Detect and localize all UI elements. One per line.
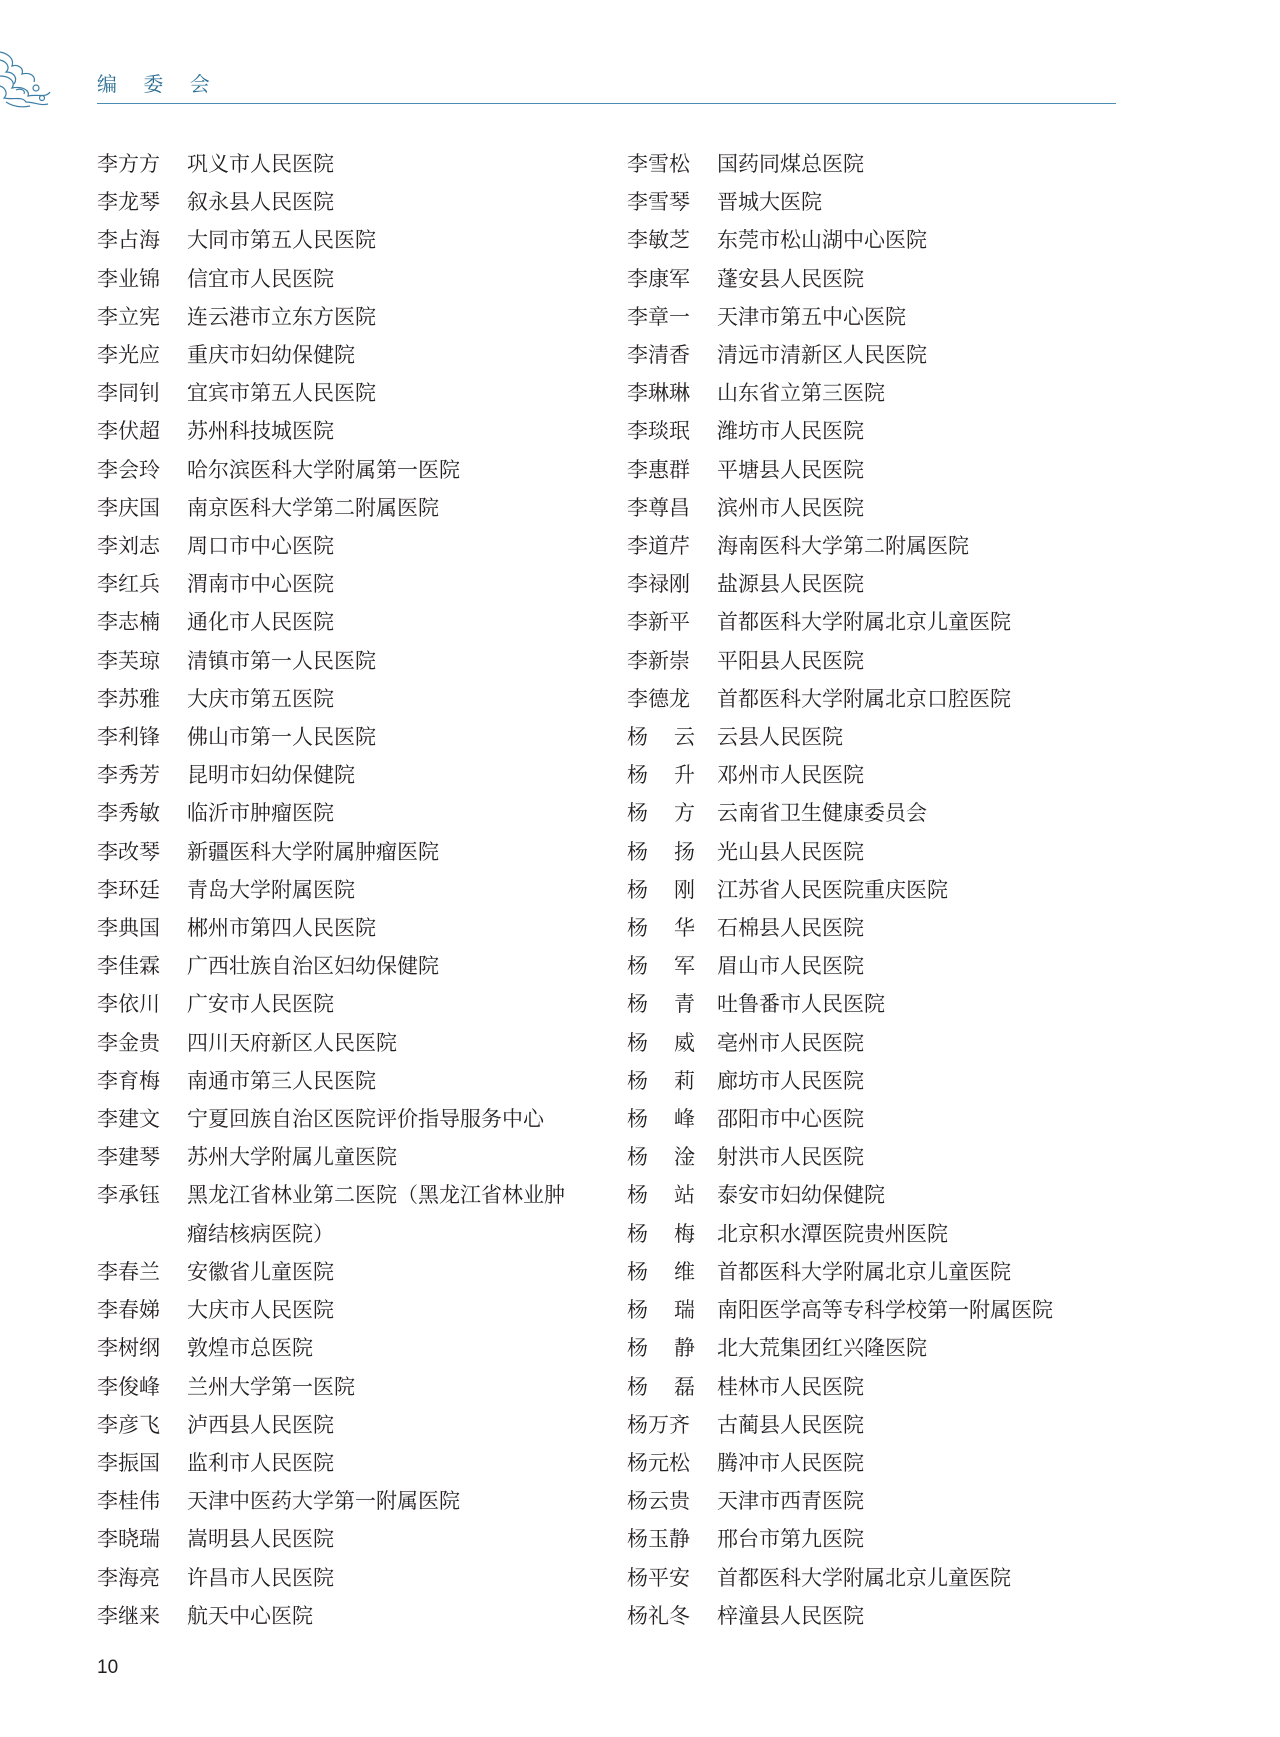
member-name: 李秀芳 — [97, 763, 160, 788]
member-name: 杨瑞 — [627, 1298, 695, 1323]
member-affiliation: 廊坊市人民医院 — [717, 1068, 864, 1093]
member-affiliation: 晋城大医院 — [717, 190, 822, 215]
member-affiliation: 云县人民医院 — [717, 725, 843, 750]
member-entry — [97, 756, 597, 794]
member-affiliation: 渭南市中心医院 — [187, 572, 334, 597]
member-entry — [97, 1482, 597, 1520]
member-affiliation: 眉山市人民医院 — [717, 954, 864, 979]
member-name: 李建文 — [97, 1107, 160, 1132]
member-entry — [627, 1024, 1127, 1062]
member-affiliation: 大庆市人民医院 — [187, 1298, 334, 1323]
member-entry — [627, 1100, 1127, 1138]
member-affiliation: 哈尔滨医科大学附属第一医院 — [187, 457, 460, 482]
member-affiliation: 清镇市第一人民医院 — [187, 648, 376, 673]
member-entry — [627, 871, 1127, 909]
member-name: 杨维 — [627, 1259, 695, 1284]
member-affiliation: 亳州市人民医院 — [717, 1030, 864, 1055]
member-name: 杨礼冬 — [627, 1603, 690, 1628]
member-entry — [97, 833, 597, 871]
member-affiliation: 首都医科大学附属北京儿童医院 — [717, 1565, 1011, 1590]
member-entry — [627, 1520, 1127, 1558]
member-entry — [97, 336, 597, 374]
member-affiliation: 苏州科技城医院 — [187, 419, 334, 444]
member-name: 杨云 — [627, 725, 695, 750]
member-name: 李育梅 — [97, 1068, 160, 1093]
member-affiliation: 天津中医药大学第一附属医院 — [187, 1489, 460, 1514]
member-affiliation: 四川天府新区人民医院 — [187, 1030, 397, 1055]
member-affiliation: 泸西县人民医院 — [187, 1412, 334, 1437]
member-affiliation: 广西壮族自治区妇幼保健院 — [187, 954, 439, 979]
member-entry — [97, 603, 597, 641]
member-affiliation: 信宜市人民医院 — [187, 266, 334, 291]
member-affiliation: 宁夏回族自治区医院评价指导服务中心 — [187, 1107, 544, 1132]
member-affiliation: 周口市中心医院 — [187, 534, 334, 559]
member-entry — [627, 1291, 1127, 1329]
member-entry — [627, 1597, 1127, 1635]
member-affiliation: 叙永县人民医院 — [187, 190, 334, 215]
member-affiliation: 邢台市第九医院 — [717, 1527, 864, 1552]
member-name: 李佳霖 — [97, 954, 160, 979]
member-affiliation: 首都医科大学附属北京儿童医院 — [717, 610, 1011, 635]
member-name: 李业锦 — [97, 266, 160, 291]
member-affiliation: 射洪市人民医院 — [717, 1145, 864, 1170]
member-affiliation: 广安市人民医院 — [187, 992, 334, 1017]
member-entry — [627, 489, 1127, 527]
member-affiliation: 盐源县人民医院 — [717, 572, 864, 597]
member-affiliation: 首都医科大学附属北京口腔医院 — [717, 686, 1011, 711]
member-name: 李同钊 — [97, 381, 160, 406]
member-affiliation: 郴州市第四人民医院 — [187, 916, 376, 941]
member-affiliation: 平塘县人民医院 — [717, 457, 864, 482]
member-name: 李雪琴 — [627, 190, 690, 215]
member-affiliation: 东莞市松山湖中心医院 — [717, 228, 927, 253]
member-name: 杨方 — [627, 801, 695, 826]
member-entry — [97, 1024, 597, 1062]
member-entry — [627, 1368, 1127, 1406]
member-entry — [97, 298, 597, 336]
member-entry — [627, 565, 1127, 603]
member-affiliation: 临沂市肿瘤医院 — [187, 801, 334, 826]
member-name: 李刘志 — [97, 534, 160, 559]
right-member-list — [627, 145, 1127, 1635]
member-affiliation: 光山县人民医院 — [717, 839, 864, 864]
member-name: 李伏超 — [97, 419, 160, 444]
member-entry — [627, 221, 1127, 259]
member-affiliation: 梓潼县人民医院 — [717, 1603, 864, 1628]
member-entry — [97, 1138, 597, 1176]
member-name: 杨威 — [627, 1030, 695, 1055]
member-entry — [97, 412, 597, 450]
member-name: 杨静 — [627, 1336, 695, 1361]
member-affiliation: 滨州市人民医院 — [717, 495, 864, 520]
member-affiliation: 大同市第五人民医院 — [187, 228, 376, 253]
member-name: 李晓瑞 — [97, 1527, 160, 1552]
member-affiliation: 航天中心医院 — [187, 1603, 313, 1628]
member-name: 李环廷 — [97, 877, 160, 902]
member-affiliation: 南阳医学高等专科学校第一附属医院 — [717, 1298, 1053, 1323]
member-entry — [97, 871, 597, 909]
member-entry — [627, 603, 1127, 641]
member-name: 杨梅 — [627, 1221, 695, 1246]
member-affiliation: 天津市西青医院 — [717, 1489, 864, 1514]
member-name: 李彦飞 — [97, 1412, 160, 1437]
member-entry — [97, 527, 597, 565]
member-affiliation: 黑龙江省林业第二医院（黑龙江省林业肿瘤结核病医院） — [187, 1183, 565, 1246]
member-name: 李琳琳 — [627, 381, 690, 406]
member-affiliation: 监利市人民医院 — [187, 1450, 334, 1475]
member-entry — [97, 794, 597, 832]
member-entry — [627, 1406, 1127, 1444]
member-affiliation: 昆明市妇幼保健院 — [187, 763, 355, 788]
member-name: 李立宪 — [97, 304, 160, 329]
member-name: 李光应 — [97, 343, 160, 368]
member-entry — [97, 221, 597, 259]
member-name: 李依川 — [97, 992, 160, 1017]
member-name: 李道芹 — [627, 534, 690, 559]
section-title: 编 委 会 — [97, 72, 220, 96]
member-affiliation: 国药同煤总医院 — [717, 152, 864, 176]
member-entry — [627, 1215, 1127, 1253]
member-name: 杨平安 — [627, 1565, 690, 1590]
member-name: 李海亮 — [97, 1565, 160, 1590]
member-name: 李清香 — [627, 343, 690, 368]
member-name: 李庆国 — [97, 495, 160, 520]
member-entry — [97, 1291, 597, 1329]
member-entry — [627, 909, 1127, 947]
member-entry — [627, 1062, 1127, 1100]
member-entry — [97, 1176, 597, 1252]
member-affiliation: 邓州市人民医院 — [717, 763, 864, 788]
member-affiliation: 大庆市第五医院 — [187, 686, 334, 711]
member-entry — [627, 833, 1127, 871]
member-name: 杨磊 — [627, 1374, 695, 1399]
member-entry — [97, 374, 597, 412]
member-affiliation: 兰州大学第一医院 — [187, 1374, 355, 1399]
member-entry — [627, 336, 1127, 374]
member-entry — [627, 794, 1127, 832]
member-affiliation: 佛山市第一人民医院 — [187, 725, 376, 750]
member-name: 李金贵 — [97, 1030, 160, 1055]
left-member-list — [97, 145, 597, 1635]
member-name: 李利锋 — [97, 725, 160, 750]
member-entry — [97, 985, 597, 1023]
member-name: 李俊峰 — [97, 1374, 160, 1399]
member-name: 李新平 — [627, 610, 690, 635]
member-entry — [627, 298, 1127, 336]
member-entry — [627, 183, 1127, 221]
member-entry — [97, 565, 597, 603]
member-name: 杨峰 — [627, 1107, 695, 1132]
member-affiliation: 南京医科大学第二附属医院 — [187, 495, 439, 520]
member-entry — [97, 1253, 597, 1291]
member-entry — [97, 1329, 597, 1367]
member-entry — [627, 1559, 1127, 1597]
member-entry — [97, 1100, 597, 1138]
member-name: 杨云贵 — [627, 1489, 690, 1514]
member-affiliation: 江苏省人民医院重庆医院 — [717, 877, 948, 902]
member-name: 李继来 — [97, 1603, 160, 1628]
member-affiliation: 巩义市人民医院 — [187, 152, 334, 176]
member-name: 李改琴 — [97, 839, 160, 864]
member-entry — [627, 1176, 1127, 1214]
header-divider — [97, 103, 1116, 104]
member-name: 李典国 — [97, 916, 160, 941]
member-entry — [97, 1597, 597, 1635]
member-name: 李建琴 — [97, 1145, 160, 1170]
member-affiliation: 北京积水潭医院贵州医院 — [717, 1221, 948, 1246]
member-entry — [627, 756, 1127, 794]
member-entry — [97, 718, 597, 756]
member-affiliation: 通化市人民医院 — [187, 610, 334, 635]
member-entry — [627, 680, 1127, 718]
member-entry — [97, 642, 597, 680]
member-name: 李龙琴 — [97, 190, 160, 215]
member-entry — [97, 451, 597, 489]
member-name: 杨莉 — [627, 1068, 695, 1093]
member-name: 李新崇 — [627, 648, 690, 673]
member-entry — [627, 412, 1127, 450]
member-entry — [97, 183, 597, 221]
member-name: 李志楠 — [97, 610, 160, 635]
member-affiliation: 苏州大学附属儿童医院 — [187, 1145, 397, 1170]
member-entry — [97, 145, 597, 183]
member-name: 杨刚 — [627, 877, 695, 902]
member-name: 李苏雅 — [97, 686, 160, 711]
member-entry — [627, 1482, 1127, 1520]
member-name: 李占海 — [97, 228, 160, 253]
member-affiliation: 山东省立第三医院 — [717, 381, 885, 406]
member-name: 杨升 — [627, 763, 695, 788]
member-entry — [97, 947, 597, 985]
member-entry — [627, 985, 1127, 1023]
member-entry — [97, 1406, 597, 1444]
member-name: 李红兵 — [97, 572, 160, 597]
member-name: 李尊昌 — [627, 495, 690, 520]
member-entry — [97, 680, 597, 718]
member-affiliation: 平阳县人民医院 — [717, 648, 864, 673]
member-affiliation: 古蔺县人民医院 — [717, 1412, 864, 1437]
member-name: 杨站 — [627, 1183, 695, 1208]
member-affiliation: 吐鲁番市人民医院 — [717, 992, 885, 1017]
member-entry — [97, 1444, 597, 1482]
member-affiliation: 北大荒集团红兴隆医院 — [717, 1336, 927, 1361]
member-entry — [627, 718, 1127, 756]
member-entry — [627, 947, 1127, 985]
member-entry — [627, 1444, 1127, 1482]
member-entry — [627, 527, 1127, 565]
member-affiliation: 宜宾市第五人民医院 — [187, 381, 376, 406]
member-name: 杨玉静 — [627, 1527, 690, 1552]
member-affiliation: 许昌市人民医院 — [187, 1565, 334, 1590]
member-affiliation: 天津市第五中心医院 — [717, 304, 906, 329]
member-name: 杨青 — [627, 992, 695, 1017]
member-affiliation: 青岛大学附属医院 — [187, 877, 355, 902]
member-entry — [627, 451, 1127, 489]
member-affiliation: 连云港市立东方医院 — [187, 304, 376, 329]
member-name: 李方方 — [97, 152, 160, 176]
page-number: 10 — [97, 1657, 119, 1678]
member-name: 李雪松 — [627, 152, 690, 176]
member-name: 李惠群 — [627, 457, 690, 482]
member-name: 杨华 — [627, 916, 695, 941]
member-entry — [97, 1520, 597, 1558]
member-entry — [627, 642, 1127, 680]
member-affiliation: 清远市清新区人民医院 — [717, 343, 927, 368]
member-name: 李会玲 — [97, 457, 160, 482]
member-name: 李承钰 — [97, 1183, 160, 1208]
member-name: 杨军 — [627, 954, 695, 979]
member-name: 李敏芝 — [627, 228, 690, 253]
member-name: 杨扬 — [627, 839, 695, 864]
member-affiliation: 安徽省儿童医院 — [187, 1259, 334, 1284]
member-name: 杨万齐 — [627, 1412, 690, 1437]
member-name: 李德龙 — [627, 686, 690, 711]
member-name: 李春兰 — [97, 1259, 160, 1284]
member-entry — [627, 145, 1127, 183]
member-name: 李芙琼 — [97, 648, 160, 673]
member-name: 李禄刚 — [627, 572, 690, 597]
member-affiliation: 泰安市妇幼保健院 — [717, 1183, 885, 1208]
member-entry — [627, 1253, 1127, 1291]
member-entry — [627, 260, 1127, 298]
member-entry — [97, 909, 597, 947]
member-affiliation: 嵩明县人民医院 — [187, 1527, 334, 1552]
member-affiliation: 石棉县人民医院 — [717, 916, 864, 941]
member-name: 李春娣 — [97, 1298, 160, 1323]
member-affiliation: 腾冲市人民医院 — [717, 1450, 864, 1475]
member-entry — [97, 1559, 597, 1597]
member-entry — [97, 260, 597, 298]
member-affiliation: 海南医科大学第二附属医院 — [717, 534, 969, 559]
member-entry — [627, 1138, 1127, 1176]
member-affiliation: 云南省卫生健康委员会 — [717, 801, 927, 826]
member-affiliation: 桂林市人民医院 — [717, 1374, 864, 1399]
member-name: 杨元松 — [627, 1450, 690, 1475]
member-affiliation: 南通市第三人民医院 — [187, 1068, 376, 1093]
member-name: 李章一 — [627, 304, 690, 329]
member-affiliation: 敦煌市总医院 — [187, 1336, 313, 1361]
cloud-ornament-icon — [0, 46, 54, 110]
member-name: 李康军 — [627, 266, 690, 291]
member-name: 李琰珉 — [627, 419, 690, 444]
member-affiliation: 邵阳市中心医院 — [717, 1107, 864, 1132]
member-entry — [97, 489, 597, 527]
member-name: 李秀敏 — [97, 801, 160, 826]
member-affiliation: 重庆市妇幼保健院 — [187, 343, 355, 368]
member-affiliation: 首都医科大学附属北京儿童医院 — [717, 1259, 1011, 1284]
member-affiliation: 潍坊市人民医院 — [717, 419, 864, 444]
member-name: 李桂伟 — [97, 1489, 160, 1514]
member-entry — [97, 1062, 597, 1100]
member-affiliation: 蓬安县人民医院 — [717, 266, 864, 291]
member-entry — [627, 1329, 1127, 1367]
member-name: 李树纲 — [97, 1336, 160, 1361]
member-entry — [627, 374, 1127, 412]
member-entry — [97, 1368, 597, 1406]
member-name: 李振国 — [97, 1450, 160, 1475]
member-affiliation: 新疆医科大学附属肿瘤医院 — [187, 839, 439, 864]
member-name: 杨淦 — [627, 1145, 695, 1170]
